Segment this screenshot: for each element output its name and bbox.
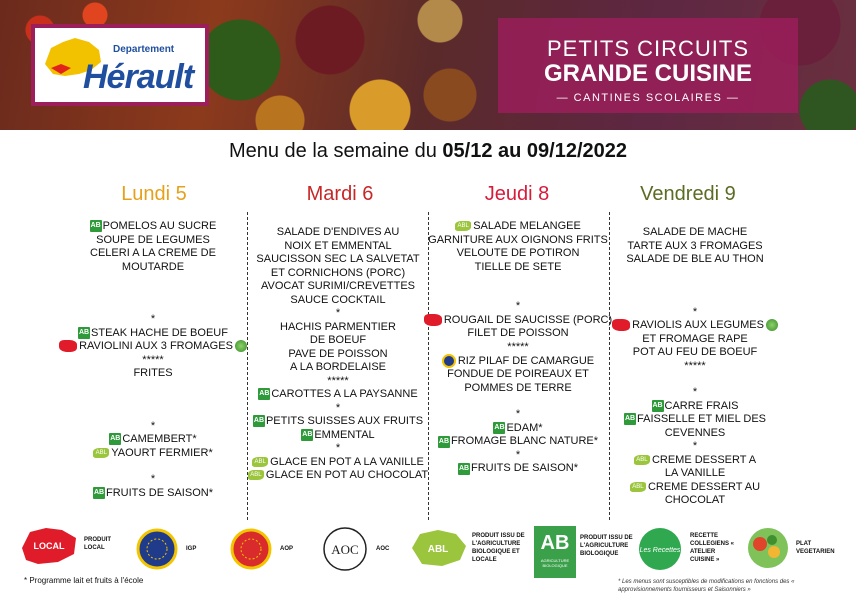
ab-organic-icon: AB	[438, 436, 450, 448]
list-item: ET FROMAGE RAPE	[642, 332, 748, 345]
list-item: SALADE DE BLE AU THON	[626, 253, 764, 265]
list-item: AB POMELOS AU SUCRE	[90, 220, 217, 232]
igp-logo-icon	[136, 528, 178, 570]
list-item: SAUCISSON SEC LA SALVETAT	[256, 253, 420, 265]
list-item: ABL CREME DESSERT AU	[600, 481, 790, 495]
ab-logo-sub: AGRICULTURE BIOLOGIQUE	[540, 558, 570, 568]
separator-star: *	[692, 386, 698, 398]
abl-organic-local-icon: ABL	[252, 457, 268, 467]
abl-organic-local-icon: ABL	[93, 448, 109, 458]
list-item: ABL CREME DESSERT A	[600, 454, 790, 468]
footer-school-program-note: * Programme lait et fruits à l'école	[24, 576, 144, 585]
list-item: VELOUTE DE POTIRON	[456, 247, 580, 259]
list-item: FILET DE POISSON	[467, 327, 569, 339]
list-item: ABL GLACE EN POT A LA VANILLE	[243, 456, 433, 470]
list-item: AB PETITS SUISSES AUX FRUITS	[253, 415, 424, 427]
list-item: SALADE D'ENDIVES AU	[276, 226, 400, 238]
list-item: AB EMMENTAL	[302, 428, 375, 441]
list-item: NOIX ET EMMENTAL	[284, 239, 392, 252]
list-item: POMMES DE TERRE	[464, 381, 572, 394]
legend-local-label: PRODUIT LOCAL	[84, 537, 111, 551]
ab-organic-icon: AB	[90, 220, 102, 232]
list-item: RIZ PILAF DE CAMARGUE	[423, 354, 613, 368]
heading-prefix: Menu de la semaine du	[228, 140, 443, 162]
heading-dates: 05/12 au 09/12/2022	[442, 140, 628, 162]
legend-aoc-label: AOC	[376, 546, 390, 552]
title-grande-cuisine: GRANDE CUISINE	[543, 60, 753, 87]
separator-star: *****	[507, 340, 529, 353]
separator-star: *	[515, 448, 521, 461]
list-item: CEVENNES	[664, 426, 726, 439]
menu-week-heading	[0, 140, 856, 163]
local-product-icon	[59, 340, 77, 352]
list-item: MOUTARDE	[121, 260, 185, 273]
list-item: AB FROMAGE BLANC NATURE*	[438, 435, 599, 448]
list-item: AB FRUITS DE SAISON*	[458, 462, 578, 475]
legend-igp-label: IGP	[186, 546, 197, 552]
list-item: GARNITURE AUX OIGNONS FRITS	[428, 233, 608, 246]
local-badge-text: LOCAL	[33, 541, 65, 551]
list-item: HACHIS PARMENTIER	[280, 320, 396, 333]
menu-column-jeudi	[423, 220, 613, 476]
herault-logo	[31, 24, 209, 106]
ab-organic-icon: AB	[78, 327, 90, 339]
abl-organic-local-icon: ABL	[634, 455, 650, 465]
separator-star: *	[692, 305, 698, 318]
legend-recettes-label: RECETTE COLLEGIENS « ATELIER CUISINE »	[690, 533, 735, 563]
separator-star: *	[335, 442, 341, 454]
header-banner	[0, 0, 856, 130]
vegetarian-icon	[766, 319, 778, 331]
legend-aop-label: AOP	[280, 546, 294, 552]
list-item: POT AU FEU DE BOEUF	[632, 346, 758, 358]
list-item: AB CARRE FRAIS	[652, 399, 739, 412]
list-item: AB EDAM*	[494, 421, 543, 434]
day-title-mardi: Mardi 6	[306, 183, 374, 205]
list-item: LA VANILLE	[664, 467, 726, 479]
menu-column-lundi	[58, 220, 248, 500]
separator-star: *	[150, 419, 156, 432]
ab-organic-icon: AB	[458, 463, 470, 475]
separator-star: *	[515, 300, 521, 312]
list-item: AB CAMEMBERT*	[110, 433, 197, 445]
list-item: SAUCE COCKTAIL	[290, 293, 386, 306]
separator-star: *****	[142, 353, 164, 366]
program-title-panel	[498, 18, 798, 113]
list-item: RAVIOLINI AUX 3 FROMAGES	[58, 340, 248, 354]
separator-star: *****	[327, 374, 349, 387]
list-item: AB CAROTTES A LA PAYSANNE	[259, 388, 418, 400]
legend-veg-label: PLAT VEGETARIEN	[796, 541, 835, 555]
abl-organic-local-icon: ABL	[630, 482, 646, 492]
ab-organic-icon: AB	[301, 429, 313, 441]
list-item: TIELLE DE SETE	[474, 260, 562, 273]
ab-organic-icon: AB	[493, 422, 505, 434]
day-title-jeudi: Jeudi 8	[484, 183, 550, 205]
recettes-logo-icon	[638, 527, 682, 571]
ab-organic-icon: AB	[109, 433, 121, 445]
list-item: TARTE AUX 3 FROMAGES	[627, 239, 763, 252]
abl-badge-text: ABL	[427, 544, 449, 555]
abl-organic-local-icon: ABL	[248, 470, 264, 480]
igp-label-icon	[442, 354, 456, 368]
list-item: FONDUE DE POIREAUX ET	[447, 368, 589, 381]
aoc-logo-icon	[322, 526, 368, 572]
day-title-vendredi: Vendredi 9	[640, 183, 736, 205]
list-item: FRITES	[133, 367, 173, 379]
menu-column-mardi	[243, 220, 433, 483]
abl-organic-local-icon: ABL	[455, 221, 471, 231]
list-item: CHOCOLAT	[664, 494, 726, 506]
list-item: AB FAISSELLE ET MIEL DES	[624, 413, 766, 425]
logo-department-text: Departement	[113, 44, 175, 55]
list-item: RAVIOLIS AUX LEGUMES	[600, 319, 790, 333]
ab-logo-icon	[534, 526, 576, 578]
legend-local	[18, 526, 80, 576]
list-item: ABL SALADE MELANGEE	[423, 220, 613, 234]
list-item: ABL YAOURT FERMIER*	[58, 447, 248, 461]
ab-organic-icon: AB	[624, 413, 636, 425]
separator-star: *	[515, 408, 521, 421]
list-item: DE BOEUF	[309, 334, 367, 346]
menu-column-vendredi	[600, 220, 790, 508]
ab-logo-text: AB	[540, 532, 570, 554]
ab-organic-icon: AB	[253, 415, 265, 427]
local-product-icon	[612, 319, 630, 331]
legend-ab-label: PRODUIT ISSU DE L'AGRICULTURE BIOLOGIQUE	[580, 535, 633, 557]
day-title-lundi: Lundi 5	[121, 183, 187, 205]
logo-herault-text: Hérault	[83, 58, 194, 96]
recettes-badge-text: Les Recettes	[639, 547, 681, 554]
separator-star: *****	[684, 359, 706, 372]
list-item: ABL GLACE EN POT AU CHOCOLAT	[243, 469, 433, 483]
footer-modification-note: * Les menus sont susceptibles de modifications en fonctions des « approvisionnements fournisseurs et Saisonniers »	[618, 579, 795, 593]
separator-star: *	[335, 307, 341, 319]
list-item: ROUGAIL DE SAUCISSE (PORC)	[423, 314, 613, 328]
abl-logo-icon	[408, 528, 468, 568]
list-item: AVOCAT SURIMI/CREVETTES	[260, 280, 416, 292]
separator-star: *	[150, 473, 156, 485]
title-cantines-scolaires: — CANTINES SCOLAIRES —	[556, 92, 740, 104]
ab-organic-icon: AB	[258, 388, 270, 400]
legend-abl-label: PRODUIT ISSU DE L'AGRICULTURE BIOLOGIQUE ET LOCALE	[472, 533, 525, 563]
aop-logo-icon	[230, 528, 272, 570]
title-petits-circuits: PETITS CIRCUITS	[546, 36, 749, 61]
list-item: A LA BORDELAISE	[290, 361, 386, 373]
ab-organic-icon: AB	[93, 487, 105, 499]
aoc-badge-text: AOC	[331, 542, 359, 557]
separator-star: *	[335, 401, 341, 414]
list-item: PAVE DE POISSON	[288, 347, 388, 360]
list-item: AB STEAK HACHE DE BOEUF	[78, 326, 228, 339]
vegetarian-logo-icon	[744, 522, 792, 572]
separator-star: *	[150, 313, 156, 325]
list-item: SOUPE DE LEGUMES	[96, 233, 210, 246]
list-item: SALADE DE MACHE	[642, 226, 748, 238]
list-item: AB FRUITS DE SAISON*	[93, 486, 213, 499]
local-map-icon	[18, 526, 80, 566]
list-item: ET CORNICHONS (PORC)	[270, 266, 406, 279]
ab-organic-icon: AB	[652, 400, 664, 412]
local-product-icon	[424, 314, 442, 326]
list-item: CELERI A LA CREME DE	[90, 247, 216, 259]
separator-star: *	[692, 440, 698, 452]
